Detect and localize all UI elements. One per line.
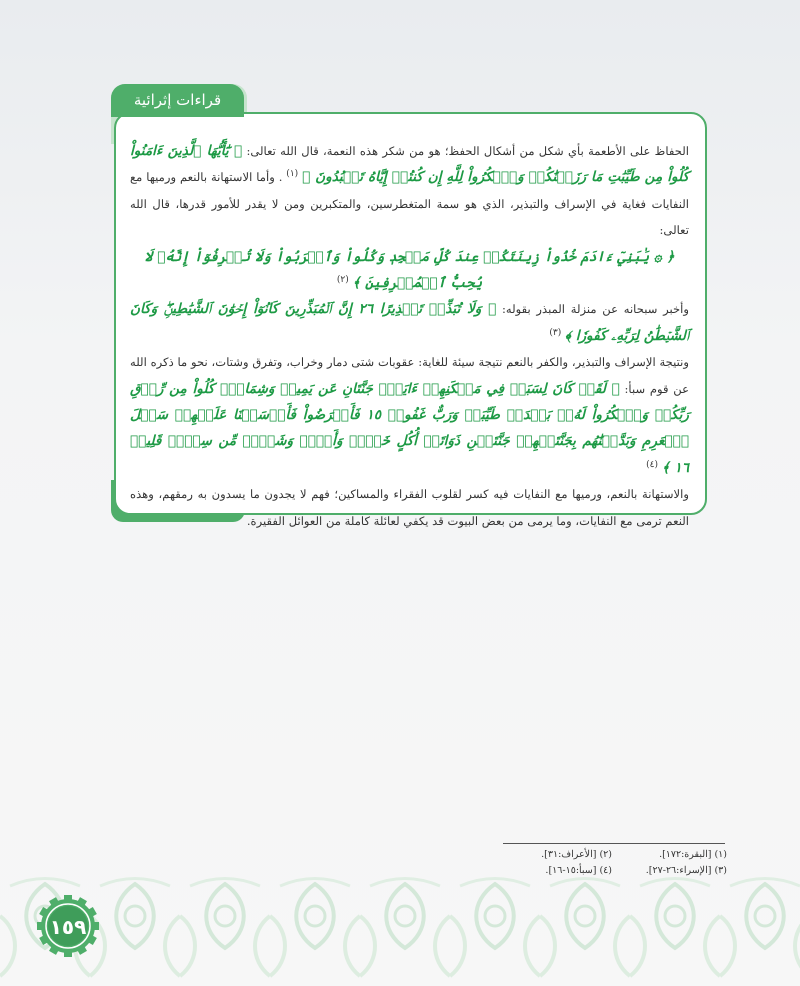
quran-verse: ﴿ وَلَا تُبَذِّرۡ تَبۡذِيرًا ٢٦ إِنَّ ٱلۡمُبَذِّرِينَ كَانُوٓاْ إِخۡوَٰنَ ٱلشَّيَٰطِينِۖ وَكَانَ ٱلشَّيۡطَٰنُ لِرَبِّهِۦ كَفُورٗا ﴾ (130, 301, 689, 344)
quran-verse: ﴿ يَٰٓأَيُّهَا ٱلَّذِينَ ءَامَنُواْ كُلُواْ مِن طَيِّبَٰتِ مَا رَزَقۡنَٰكُمۡ وَٱشۡكُرُواْ لِلَّهِ إِن كُنتُمۡ إِيَّاهُ تَعۡبُدُونَ ﴾ (130, 143, 689, 186)
footnote-divider (503, 843, 725, 844)
card-body (116, 114, 705, 528)
paragraph-1 (130, 138, 689, 244)
paragraph-2 (130, 244, 689, 297)
footnote-ref: (٤) (646, 460, 658, 471)
paragraph-text: . وأما الاستهانة بالنعم ورميها مع النفايات فغاية في الإسراف والتبذير، الذي هو سمة المتغطرسين، والمتكبرين ومن لا يقدر للأمور قدرها، قال الله تعالى: (130, 170, 689, 238)
footnote-3: (٣) [الإسراء:٢٦-٢٧]. (645, 865, 727, 876)
paragraph-5 (130, 481, 689, 534)
paragraph-text: والاستهانة بالنعم، ورميها مع النفايات فيه كسر لقلوب الفقراء والمساكين؛ فهم لا يجدون ما يسدون به رمقهم، وهذه النعم ترمى مع النفايات، وما يرمى من بعض البيوت قد يكفي لعائلة كاملة من العوائل الفقيرة. (130, 487, 689, 528)
section-title-tab: قراءات إثرائية (111, 84, 244, 117)
quran-verse: ﴿ ۞ يَٰبَنِيٓ ءَادَمَ خُذُواْ زِينَتَكُمۡ عِندَ كُلِّ مَسۡجِدٖ وَكُلُواْ وَٱشۡرَبُواْ وَلَا تُسۡرِفُوٓاْ إِنَّهُۥ لَا يُحِبُّ ٱلۡمُسۡرِفِينَ ﴾ (144, 248, 675, 292)
footnote-1: (١) [البقرة:١٧٢]. (659, 849, 727, 860)
paragraph-text: وأخبر سبحانه عن منزلة المبذر بقوله: (501, 302, 689, 317)
footnote-4: (٤) [سبأ:١٥-١٦]. (545, 865, 612, 876)
paragraph-text: الحفاظ على الأطعمة بأي شكل من أشكال الحفظ؛ هو من شكر هذه النعمة، قال الله تعالى: (246, 144, 689, 158)
quran-verse: ﴿ لَقَدۡ كَانَ لِسَبَإٖ فِي مَسۡكَنِهِمۡ ءَايَةٞۖ جَنَّتَانِ عَن يَمِينٖ وَشِمَالٖۖ كُلُواْ مِن رِّزۡقِ رَبِّكُمۡ وَٱشۡكُرُواْ لَهُۥۚ بَلۡدَةٞ طَيِّبَةٞ وَرَبٌّ غَفُورٞ ١٥ فَأَعۡرَضُواْ فَأَرۡسَلۡنَا عَلَيۡهِمۡ سَيۡلَ ٱلۡعَرِمِ وَبَدَّلۡنَٰهُم بِجَنَّتَيۡهِمۡ جَنَّتَيۡنِ ذَوَاتَيۡ أُكُلٍ خَمۡطٖ وَأَثۡلٖ وَشَيۡءٖ مِّن سِدۡرٖ قَلِيلٖ ١٦ ﴾ (130, 380, 689, 476)
paragraph-4 (130, 349, 689, 481)
footnotes (505, 849, 727, 876)
paragraph-3 (130, 296, 689, 349)
footnote-ref: (٢) (336, 275, 349, 286)
footnote-ref: (٣) (549, 327, 562, 338)
ornament-band-icon (0, 876, 800, 986)
page-number: ١٥٩ (49, 915, 87, 939)
paragraph-text: ونتيجة الإسراف والتبذير، والكفر بالنعم نتيجة سيئة للغاية: عقوبات شتى دمار وخراب، وتفرق وشتات، نحو ما ذكره الله عن قوم سبأ: (130, 355, 690, 396)
footnote-ref: (١) (286, 169, 299, 180)
enrichment-card (114, 112, 707, 528)
footnote-2: (٢) [الأعراف:٣١]. (541, 849, 612, 860)
